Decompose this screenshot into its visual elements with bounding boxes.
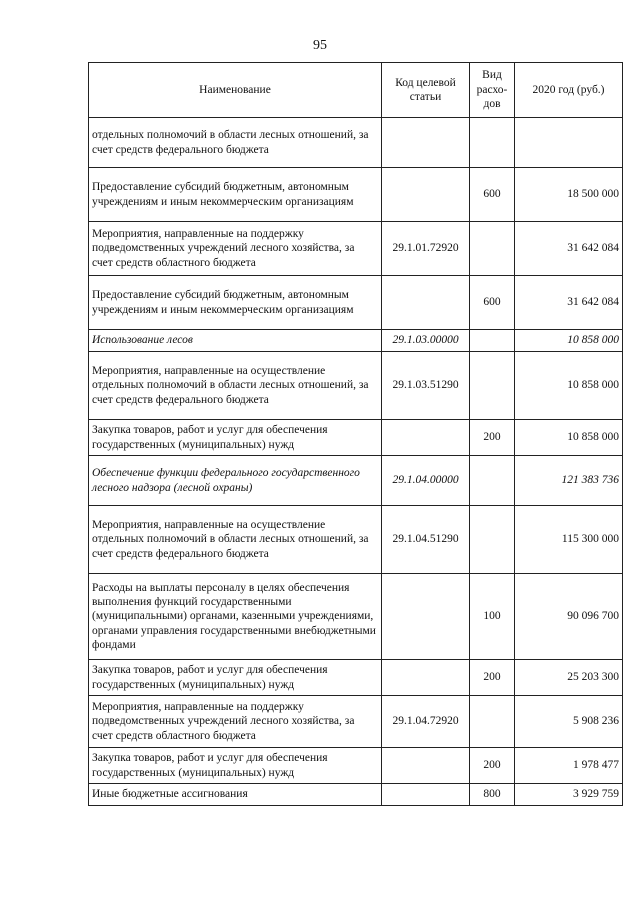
row-sum-cell: 31 642 084 xyxy=(515,276,623,330)
row-sum-cell: 90 096 700 xyxy=(515,574,623,660)
table-row xyxy=(89,748,623,784)
row-name-cell: Мероприятия, направленные на осуществление отдельных полномочий в области лесных отношений, за счет средств федерального бюджета xyxy=(89,352,382,420)
row-kind-cell: 200 xyxy=(470,660,515,696)
row-name-cell: Закупка товаров, работ и услуг для обеспечения государственных (муниципальных) нужд xyxy=(89,660,382,696)
row-code-cell xyxy=(382,784,470,806)
row-name-cell: Расходы на выплаты персоналу в целях обеспечения выполнения функций государственными (муниципальными) органами, казенными учреждениями, органами управления государственными внебюджетными фондами xyxy=(89,574,382,660)
row-code-cell: 29.1.04.72920 xyxy=(382,696,470,748)
table-body xyxy=(89,118,623,806)
table-row xyxy=(89,222,623,276)
table-row xyxy=(89,574,623,660)
row-sum-cell: 31 642 084 xyxy=(515,222,623,276)
row-code-cell: 29.1.03.00000 xyxy=(382,330,470,352)
row-sum-cell: 115 300 000 xyxy=(515,506,623,574)
table-row xyxy=(89,456,623,506)
row-name-cell: Предоставление субсидий бюджетным, автономным учреждениям и иным некоммерческим организациям xyxy=(89,276,382,330)
budget-table xyxy=(88,62,623,806)
table-row xyxy=(89,168,623,222)
table-row xyxy=(89,660,623,696)
row-sum-cell xyxy=(515,118,623,168)
row-name-cell: Мероприятия, направленные на осуществление отдельных полномочий в области лесных отношений, за счет средств федерального бюджета xyxy=(89,506,382,574)
row-kind-cell: 600 xyxy=(470,168,515,222)
row-name-cell: Мероприятия, направленные на поддержку подведомственных учреждений лесного хозяйства, за счет средств областного бюджета xyxy=(89,222,382,276)
row-name-cell: Мероприятия, направленные на поддержку подведомственных учреждений лесного хозяйства, за счет средств областного бюджета xyxy=(89,696,382,748)
row-code-cell: 29.1.01.72920 xyxy=(382,222,470,276)
row-code-cell: 29.1.04.00000 xyxy=(382,456,470,506)
row-kind-cell: 100 xyxy=(470,574,515,660)
row-name-cell: Иные бюджетные ассигнования xyxy=(89,784,382,806)
row-code-cell xyxy=(382,748,470,784)
table-row xyxy=(89,276,623,330)
header-code: Код целевой статьи xyxy=(382,63,470,118)
row-code-cell: 29.1.04.51290 xyxy=(382,506,470,574)
table-row xyxy=(89,118,623,168)
row-name-cell: Закупка товаров, работ и услуг для обеспечения государственных (муниципальных) нужд xyxy=(89,420,382,456)
row-kind-cell: 600 xyxy=(470,276,515,330)
row-kind-cell xyxy=(470,330,515,352)
row-name-cell: Обеспечение функции федерального государственного лесного надзора (лесной охраны) xyxy=(89,456,382,506)
page-number: 95 xyxy=(313,38,327,53)
header-sum: 2020 год (руб.) xyxy=(515,63,623,118)
header-name: Наименование xyxy=(89,63,382,118)
row-kind-cell xyxy=(470,222,515,276)
row-sum-cell: 121 383 736 xyxy=(515,456,623,506)
row-kind-cell xyxy=(470,352,515,420)
row-sum-cell: 10 858 000 xyxy=(515,330,623,352)
table-row xyxy=(89,506,623,574)
row-name-cell: отдельных полномочий в области лесных отношений, за счет средств федерального бюджета xyxy=(89,118,382,168)
row-code-cell xyxy=(382,574,470,660)
table-header-row xyxy=(89,63,623,118)
table-row xyxy=(89,330,623,352)
row-code-cell xyxy=(382,660,470,696)
row-sum-cell: 25 203 300 xyxy=(515,660,623,696)
row-code-cell xyxy=(382,276,470,330)
row-sum-cell: 10 858 000 xyxy=(515,420,623,456)
header-kind: Вид расхо-дов xyxy=(470,63,515,118)
row-name-cell: Использование лесов xyxy=(89,330,382,352)
row-kind-cell xyxy=(470,696,515,748)
row-kind-cell xyxy=(470,506,515,574)
row-sum-cell: 5 908 236 xyxy=(515,696,623,748)
row-sum-cell: 1 978 477 xyxy=(515,748,623,784)
row-kind-cell: 200 xyxy=(470,420,515,456)
row-name-cell: Закупка товаров, работ и услуг для обеспечения государственных (муниципальных) нужд xyxy=(89,748,382,784)
table-row xyxy=(89,784,623,806)
row-code-cell xyxy=(382,118,470,168)
row-name-cell: Предоставление субсидий бюджетным, автономным учреждениям и иным некоммерческим организациям xyxy=(89,168,382,222)
row-kind-cell xyxy=(470,118,515,168)
table-row xyxy=(89,420,623,456)
row-sum-cell: 18 500 000 xyxy=(515,168,623,222)
row-code-cell xyxy=(382,168,470,222)
row-sum-cell: 10 858 000 xyxy=(515,352,623,420)
row-kind-cell: 800 xyxy=(470,784,515,806)
row-kind-cell xyxy=(470,456,515,506)
row-kind-cell: 200 xyxy=(470,748,515,784)
table-row xyxy=(89,696,623,748)
row-sum-cell: 3 929 759 xyxy=(515,784,623,806)
row-code-cell: 29.1.03.51290 xyxy=(382,352,470,420)
row-code-cell xyxy=(382,420,470,456)
table-row xyxy=(89,352,623,420)
